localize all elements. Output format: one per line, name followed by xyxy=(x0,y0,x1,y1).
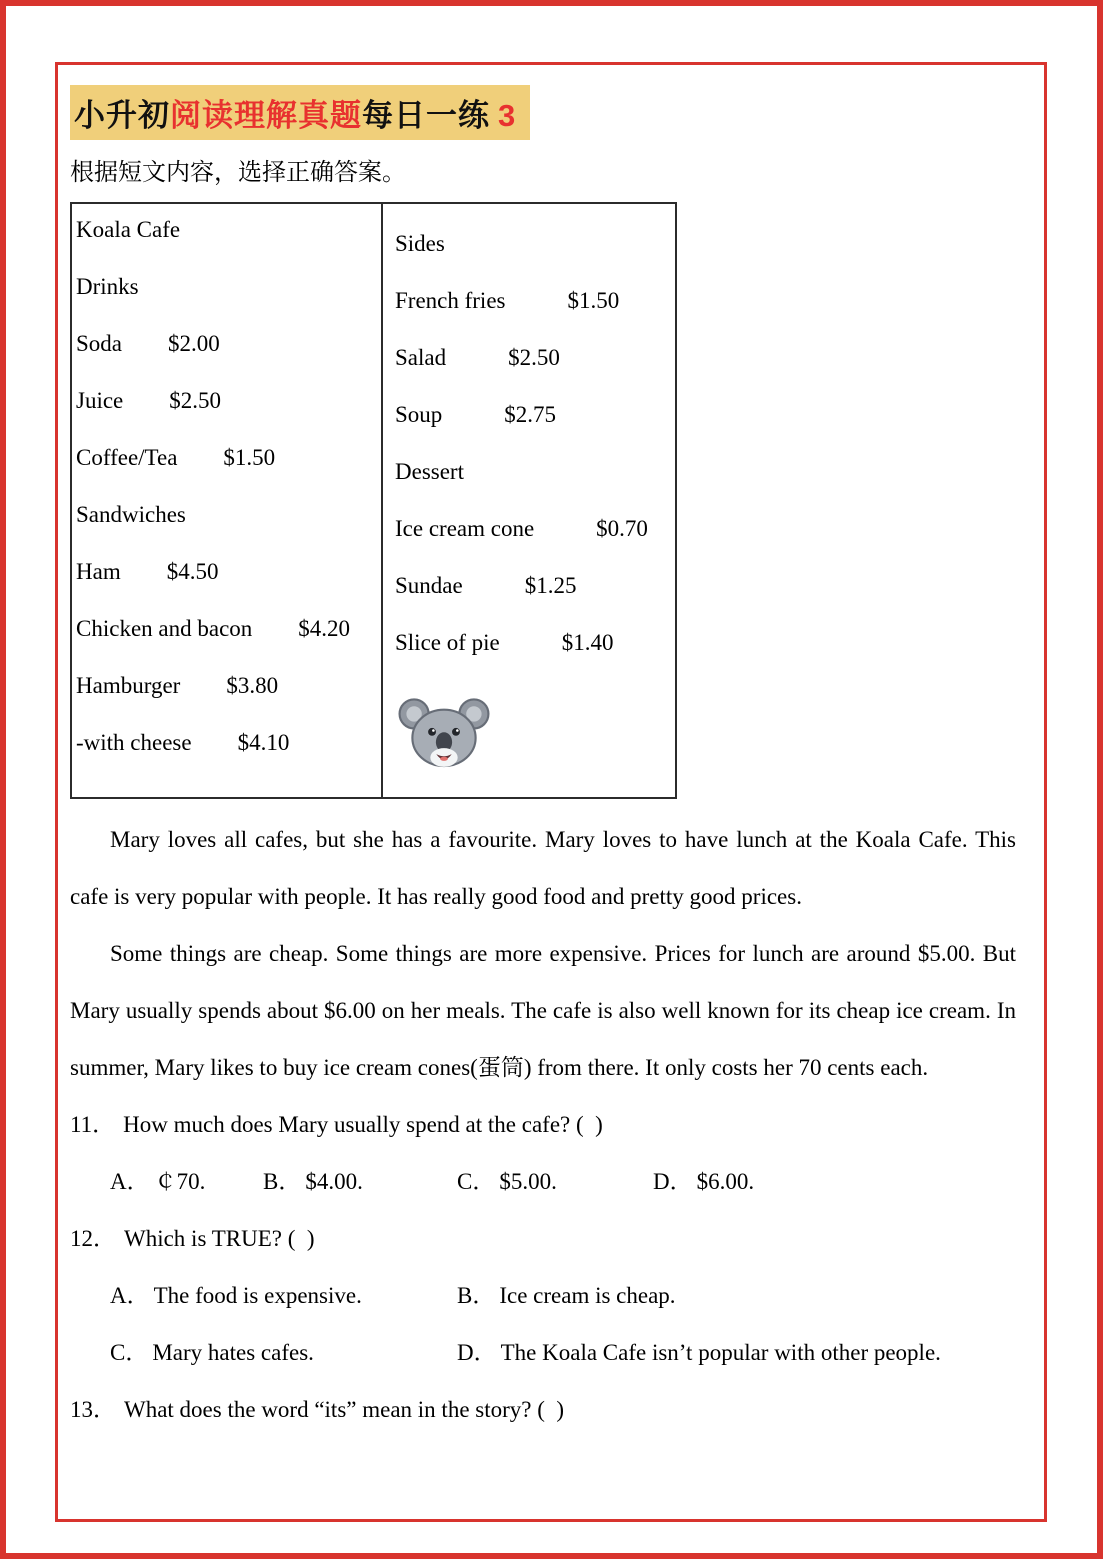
option-text: $6.00. xyxy=(696,1169,755,1194)
menu-item-name: Soup xyxy=(395,402,443,427)
menu-row xyxy=(395,345,669,402)
menu-row xyxy=(395,231,669,288)
menu-row xyxy=(76,274,375,331)
menu-item-price: $3.80 xyxy=(226,673,279,698)
option-label: A． xyxy=(110,1283,150,1308)
option-text: ￠70. xyxy=(153,1169,206,1194)
question-12 xyxy=(70,1210,1016,1267)
menu-item-price: $4.20 xyxy=(298,616,351,641)
question-12-number: 12． xyxy=(70,1226,116,1251)
question-13 xyxy=(70,1381,1016,1438)
menu-row xyxy=(76,388,375,445)
option-label: C． xyxy=(110,1340,149,1365)
option-text: The Koala Cafe isn’t popular with other people. xyxy=(500,1340,941,1365)
content-frame xyxy=(55,62,1047,1522)
question-12-options xyxy=(70,1267,1016,1381)
menu-item-name: -with cheese xyxy=(76,730,192,755)
menu-table xyxy=(70,202,677,799)
menu-item-name: French fries xyxy=(395,288,506,313)
menu-item-price: $2.50 xyxy=(508,345,560,370)
passage-paragraph-2: Some things are cheap. Some things are more expensive. Prices for lunch are around $5.00. But Mary usually spends about $6.00 on her meals. The cafe is also well known for its cheap ice cream. In summer, Mary likes to buy ice cream cones(蛋筒) from there. It only costs her 70 cents each. xyxy=(70,941,1016,1080)
menu-item-price: $4.10 xyxy=(237,730,290,755)
option-text: Mary hates cafes. xyxy=(152,1340,314,1365)
option-label: B． xyxy=(457,1283,496,1308)
menu-item-price: $1.50 xyxy=(223,445,276,470)
menu-item-price: $4.50 xyxy=(166,559,219,584)
option-text: $4.00. xyxy=(305,1169,363,1194)
menu-item-name: Slice of pie xyxy=(395,630,500,655)
title-text-red: 阅读理解真题 xyxy=(170,98,362,133)
menu-left-column xyxy=(72,204,383,797)
menu-item-name: Hamburger xyxy=(76,673,181,698)
question-11-number: 11． xyxy=(70,1112,116,1137)
menu-item-price: $2.75 xyxy=(504,402,557,427)
option-12-a xyxy=(110,1267,457,1324)
question-13-number: 13． xyxy=(70,1397,116,1422)
option-label: D． xyxy=(653,1169,693,1194)
question-11 xyxy=(70,1096,1016,1153)
menu-item-name: Soda xyxy=(76,331,122,356)
option-text: The food is expensive. xyxy=(153,1283,362,1308)
option-label: B． xyxy=(263,1169,302,1194)
menu-item-price: $1.50 xyxy=(567,288,620,313)
menu-item-name: Salad xyxy=(395,345,447,370)
question-11-text: How much does Mary usually spend at the cafe? ( ) xyxy=(123,1112,603,1137)
menu-row xyxy=(76,445,375,502)
menu-item-name: Ice cream cone xyxy=(395,516,535,541)
option-12-d xyxy=(457,1324,1016,1381)
menu-row xyxy=(395,630,669,687)
menu-row xyxy=(395,516,669,573)
menu-row xyxy=(76,217,375,274)
menu-item-price: $2.50 xyxy=(169,388,222,413)
reading-passage xyxy=(70,811,1016,1096)
menu-item-price: $1.40 xyxy=(561,630,614,655)
menu-row xyxy=(395,288,669,345)
option-12-b xyxy=(457,1267,1016,1324)
option-11-a xyxy=(110,1153,263,1210)
title-number: 3 xyxy=(498,98,517,133)
title-text-black-1: 小升初 xyxy=(74,98,170,133)
passage-paragraph-1: Mary loves all cafes, but she has a favourite. Mary loves to have lunch at the Koala Cafe. This cafe is very popular with people. It has really good food and pretty good prices. xyxy=(70,827,1016,909)
menu-item-name: Juice xyxy=(76,388,124,413)
question-12-text: Which is TRUE? ( ) xyxy=(124,1226,315,1251)
menu-item-name: Ham xyxy=(76,559,121,584)
menu-row xyxy=(395,459,669,516)
menu-row xyxy=(76,502,375,559)
menu-row xyxy=(76,559,375,616)
menu-row xyxy=(76,730,375,787)
menu-row xyxy=(395,573,669,630)
option-text: $5.00. xyxy=(499,1169,557,1194)
menu-item-name: Koala Cafe xyxy=(76,217,181,242)
menu-item-price: $2.00 xyxy=(168,331,220,356)
menu-row xyxy=(76,331,375,388)
menu-item-name: Dessert xyxy=(395,459,464,484)
question-11-options xyxy=(70,1153,1016,1210)
koala-icon xyxy=(397,693,669,775)
instruction-text: 根据短文内容，选择正确答案。 xyxy=(70,160,406,186)
menu-item-name: Chicken and bacon xyxy=(76,616,253,641)
option-label: A． xyxy=(110,1169,150,1194)
title-text-black-2: 每日一练 xyxy=(362,98,490,133)
menu-right-column xyxy=(383,204,675,797)
menu-item-name: Sandwiches xyxy=(76,502,186,527)
menu-row xyxy=(395,402,669,459)
menu-item-name: Coffee/Tea xyxy=(76,445,178,470)
menu-item-name: Sides xyxy=(395,231,445,256)
option-11-d xyxy=(653,1153,754,1210)
question-13-text: What does the word “its” mean in the story? ( ) xyxy=(124,1397,565,1422)
menu-row xyxy=(76,673,375,730)
menu-item-name: Sundae xyxy=(395,573,463,598)
option-label: D． xyxy=(457,1340,497,1365)
menu-row xyxy=(76,616,375,673)
page-title xyxy=(70,85,530,140)
option-12-c xyxy=(110,1324,457,1381)
menu-item-name: Drinks xyxy=(76,274,139,299)
menu-item-price: $1.25 xyxy=(524,573,577,598)
menu-item-price: $0.70 xyxy=(596,516,648,541)
option-11-b xyxy=(263,1153,457,1210)
option-text: Ice cream is cheap. xyxy=(499,1283,676,1308)
option-11-c xyxy=(457,1153,653,1210)
option-label: C． xyxy=(457,1169,496,1194)
